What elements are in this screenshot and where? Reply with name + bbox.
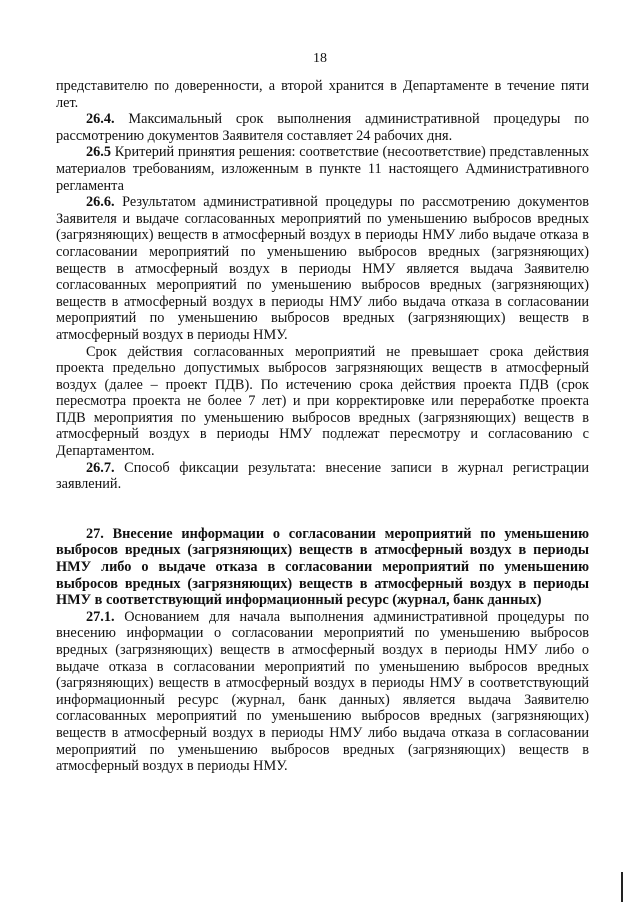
clause-number: 26.5 [86, 144, 112, 161]
clause-text: Способ фиксации результата: внесение записи в журнал регистрации заявлений. [56, 459, 589, 493]
clause-number: 26.7. [86, 459, 115, 476]
paragraph-26-4 [56, 111, 589, 144]
clause-number: 26.6. [86, 194, 115, 211]
paragraph-continuation: представителю по доверенности, а второй хранится в Департаменте в течение пяти лет. [56, 78, 589, 111]
clause-text: Основанием для начала выполнения административной процедуры по внесению информации о согласовании мероприятий по уменьшению выбросов вредных (загрязняющих) веществ в атмосферный воздух в периоды НМУ либо о выдаче отказа в согласовании мероприятий по уменьшению выбросов вредных (загрязняющих) веществ в атмосферный воздух в периоды НМУ в соответствующий информационный ресурс (журнал, банк данных) является выдача Заявителю согласованных мероприятий по уменьшению выбросов вредных (загрязняющих) веществ в атмосферный воздух в периоды НМУ либо выдача отказа в согласовании мероприятий по уменьшению выбросов вредных (загрязняющих) веществ в атмосферный воздух в периоды НМУ. [56, 608, 589, 775]
clause-text: Максимальный срок выполнения административной процедуры по рассмотрению документов Заявителя составляет 24 рабочих дня. [56, 111, 589, 144]
paragraph-26-7 [56, 460, 589, 493]
paragraph-27-1 [56, 609, 589, 775]
clause-number: 27.1. [86, 608, 115, 625]
paragraph-26-5 [56, 144, 589, 194]
paragraph-validity-period: Срок действия согласованных мероприятий не превышает срока действия проекта предельно допустимых выбросов загрязняющих веществ в атмосферный воздух (далее – проект ПДВ). По истечению срока действия проекта ПДВ (срок пересмотра проекта не более 7 лет) и при корректировке или переработке проекта ПДВ мероприятия по уменьшению выбросов вредных (загрязняющих) веществ в атмосферный воздух в периоды НМУ подлежат пересмотру и согласованию с Департаментом. [56, 343, 589, 460]
document-body [56, 78, 589, 775]
scan-edge-mark [621, 872, 623, 902]
page-number: 18 [313, 51, 327, 66]
section-heading-27: 27. Внесение информации о согласовании мероприятий по уменьшению выбросов вредных (загрязняющих) веществ в атмосферный воздух в периоды НМУ либо о выдаче отказа в согласовании мероприятий по уменьшению выбросов вредных (загрязняющих) веществ в атмосферный воздух в периоды НМУ в соответствующий информационный ресурс (журнал, банк данных) [56, 525, 589, 609]
clause-text: Критерий принятия решения: соответствие (несоответствие) представленных материалов требованиям, изложенным в пункте 11 настоящего Административного регламента [56, 144, 589, 194]
clause-text: Результатом административной процедуры по рассмотрению документов Заявителя и выдаче согласованных мероприятий по уменьшению выбросов вредных (загрязняющих) веществ в атмосферный воздух в периоды НМУ либо выдаче отказа в согласовании мероприятий по уменьшению выбросов вредных (загрязняющих) веществ в атмосферный воздух в периоды НМУ является выдача Заявителю согласованных мероприятий по уменьшению выбросов вредных (загрязняющих) веществ в атмосферный воздух в периоды НМУ либо выдача отказа в согласовании мероприятий по уменьшению выбросов вредных (загрязняющих) веществ в атмосферный воздух в периоды НМУ. [56, 194, 589, 343]
paragraph-26-6 [56, 194, 589, 343]
clause-number: 26.4. [86, 111, 115, 128]
